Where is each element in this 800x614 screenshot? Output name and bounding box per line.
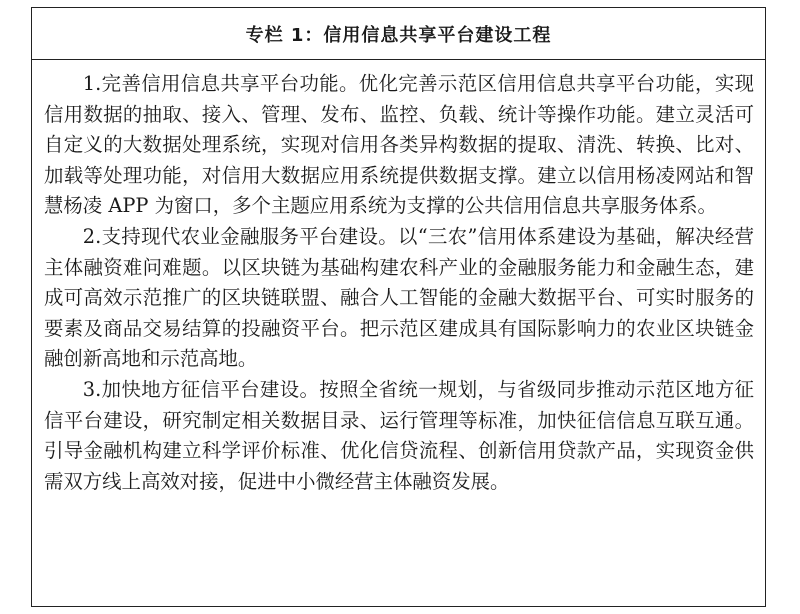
column-body (44, 69, 754, 497)
column-title: 专栏 1：信用信息共享平台建设工程 (245, 24, 552, 46)
paragraph-1: 1.完善信用信息共享平台功能。优化完善示范区信用信息共享平台功能，实现信用数据的抽取、接入、管理、发布、监控、负载、统计等操作功能。建立灵活可自定义的大数据处理系统，实现对信用各类异构数据的提取、清洗、转换、比对、加载等处理功能，对信用大数据应用系统提供数据支撑。建立以信用杨凌网站和智慧杨凌 APP 为窗口，多个主题应用系统为支撑的公共信用信息共享服务体系。 (44, 72, 754, 218)
column-box (31, 7, 766, 607)
paragraph-3: 3.加快地方征信平台建设。按照全省统一规划，与省级同步推动示范区地方征信平台建设，研究制定相关数据目录、运行管理等标准，加快征信信息互联互通。引导金融机构建立科学评价标准、优化信贷流程、创新信用贷款产品，实现资金供需双方线上高效对接，促进中小微经营主体融资发展。 (44, 377, 754, 493)
paragraph-2: 2.支持现代农业金融服务平台建设。以“三农”信用体系建设为基础，解决经营主体融资难问难题。以区块链为基础构建农科产业的金融服务能力和金融生态，建成可高效示范推广的区块链联盟、融合人工智能的金融大数据平台、可实时服务的要素及商品交易结算的投融资平台。把示范区建成具有国际影响力的农业区块链金融创新高地和示范高地。 (44, 224, 754, 371)
title-divider (32, 59, 765, 60)
